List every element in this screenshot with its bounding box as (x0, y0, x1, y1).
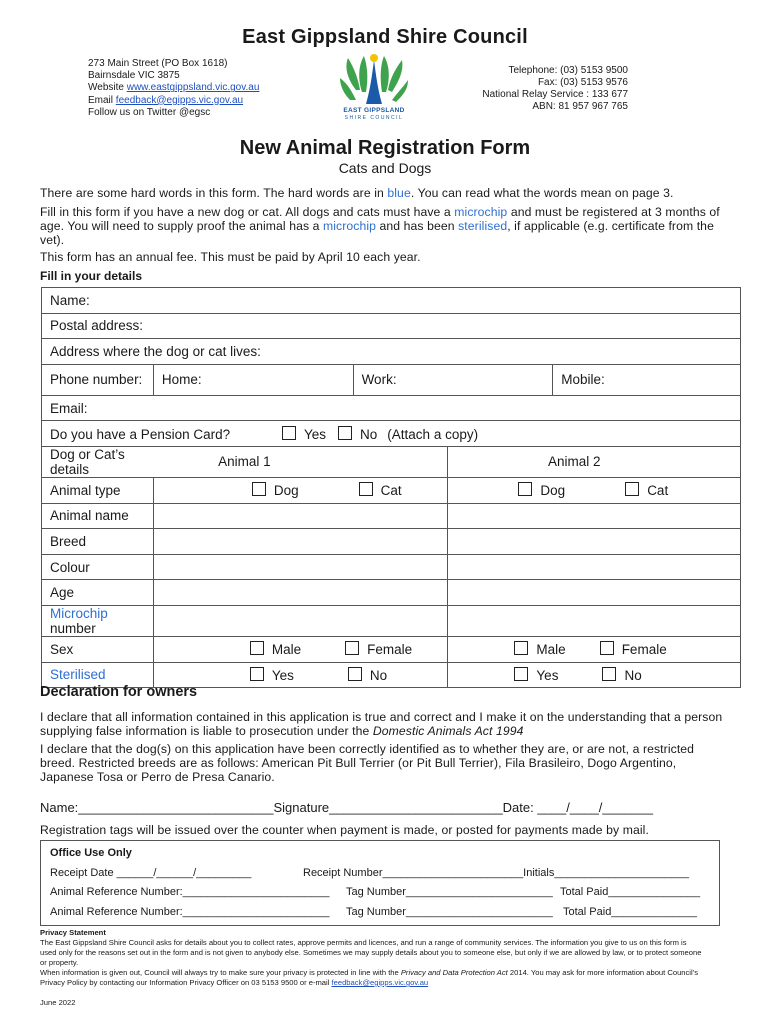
attach-note: (Attach a copy) (387, 426, 479, 442)
animal-2-cat-checkbox[interactable] (625, 482, 639, 496)
animal-2-male-checkbox[interactable] (514, 641, 528, 655)
animal-address-field[interactable]: Address where the dog or cat lives: (42, 339, 741, 365)
animal-2-age-field[interactable] (448, 580, 741, 606)
privacy-heading: Privacy Statement (40, 928, 106, 937)
details-label: Dog or Cat’s details (42, 446, 154, 477)
hard-word-blue: blue (387, 186, 411, 200)
dog-label: Dog (540, 483, 566, 499)
animal-1-breed-field[interactable] (153, 529, 448, 555)
pension-yes-checkbox[interactable] (282, 426, 296, 440)
intro-paragraph-3: This form has an annual fee. This must be paid by April 10 each year. (40, 250, 421, 264)
address-line-1: 273 Main Street (PO Box 1618) (88, 58, 228, 69)
logo-text-line-1: EAST GIPPSLAND (343, 107, 405, 114)
animal-2-sterilised-no-checkbox[interactable] (602, 667, 616, 681)
animal-2-header: Animal 2 (448, 446, 741, 477)
cat-label: Cat (647, 483, 669, 499)
twitter-line: Follow us on Twitter @egsc (88, 106, 211, 118)
animal-2-dog-checkbox[interactable] (518, 482, 532, 496)
dog-label: Dog (273, 483, 299, 499)
declaration-paragraph-1 (40, 710, 730, 738)
pension-row (42, 421, 741, 447)
colour-row (42, 554, 741, 580)
registration-form-table (41, 287, 741, 688)
lives-row (42, 339, 741, 365)
council-name: East Gippsland Shire Council (242, 26, 528, 48)
website-label: Website (88, 82, 127, 94)
receipt-date[interactable]: Receipt Date ______/______/_________ (50, 867, 252, 879)
pension-question: Do you have a Pension Card? (50, 426, 231, 442)
animal-2-sterilised-yes-checkbox[interactable] (514, 667, 528, 681)
hard-word-microchip: microchip (454, 205, 508, 219)
age-row (42, 580, 741, 606)
animal-1-type (153, 477, 448, 503)
intro-text: Fill in this form if you have a new dog or cat. All dogs and cats must have a (40, 205, 455, 219)
intro-paragraph-1 (40, 186, 730, 200)
animal-ref-1[interactable]: Animal Reference Number:________________________ (50, 886, 330, 898)
animal-name-row (42, 503, 741, 529)
breed-label: Breed (42, 529, 154, 555)
animal-name-label: Animal name (42, 503, 154, 529)
receipt-number[interactable]: Receipt Number_______________________Initials______________________ (303, 867, 689, 879)
email-row (42, 395, 741, 421)
privacy-email-link[interactable]: feedback@egipps.vic.gov.au (331, 978, 429, 987)
phone-row (42, 364, 741, 395)
office-use-box (40, 840, 720, 926)
declaration-heading: Declaration for owners (40, 684, 198, 700)
animals-header-row (42, 446, 741, 477)
declaration-text: I declare that all information contained in this application is true and correct and I make it on the understanding that a person supplying false information is liable to prosecution under the (40, 710, 723, 738)
intro-text: . You can read what the words mean on page 3. (410, 186, 674, 200)
website-line (88, 82, 259, 94)
microchip-blue-word: Microchip (50, 605, 108, 621)
sex-label: Sex (42, 636, 154, 662)
date-footer: June 2022 (40, 998, 76, 1007)
home-phone-field[interactable]: Home: (153, 364, 353, 395)
age-label: Age (42, 580, 154, 606)
colour-label: Colour (42, 554, 154, 580)
no-label: No (369, 667, 388, 683)
male-label: Male (271, 642, 302, 658)
mobile-phone-field[interactable]: Mobile: (553, 364, 741, 395)
phone-label: Phone number: (42, 364, 154, 395)
fax: Fax: (03) 5153 9576 (537, 77, 628, 88)
privacy-text: 2014. You may ask for more information about Council’s Privacy Policy by contacting our Information Privacy Officer on 03 5153 9500 or e-mail (40, 968, 699, 987)
pension-yes-label: Yes (304, 426, 327, 442)
intro-text: and must be registered at 3 months of age. You will need to supply proof the animal has a (40, 205, 720, 233)
breed-row (42, 529, 741, 555)
privacy-act: Privacy and Data Protection Act (400, 968, 508, 977)
logo-text-line-2: SHIRE COUNCIL (344, 115, 404, 121)
privacy-paragraph-1: The East Gippsland Shire Council asks for details about you to collect rates, approve permits and licences, and run a range of community services. The information you give to us on this form is used only for the reasons set out in the form and is not given to anybody else. Sometimes we may supply details about you to someone else, but only if we are allowed by law, or to protect someone or property. (40, 938, 702, 967)
name-row (42, 288, 741, 314)
total-paid-1[interactable]: Total Paid_______________ (560, 886, 701, 898)
website-link[interactable]: www.eastgippsland.vic.gov.au (126, 82, 260, 94)
animal-1-sterilised-yes-checkbox[interactable] (250, 667, 264, 681)
animal-type-label: Animal type (42, 477, 154, 503)
page-subtitle: Cats and Dogs (338, 160, 432, 176)
name-field[interactable]: Name: (42, 288, 741, 314)
privacy-paragraph-2 (40, 968, 702, 988)
email-link[interactable]: feedback@egipps.vic.gov.au (115, 94, 244, 106)
email-line (88, 95, 259, 107)
microchip-label (42, 605, 154, 636)
details-heading: Fill in your details (40, 269, 143, 283)
animal-type-row (42, 477, 741, 503)
total-paid-2[interactable]: Total Paid______________ (563, 906, 697, 918)
animal-1-sterilised-no-checkbox[interactable] (348, 667, 362, 681)
animal-2-female-checkbox[interactable] (600, 641, 614, 655)
postal-address-field[interactable]: Postal address: (42, 313, 741, 339)
microchip-row (42, 605, 741, 636)
animal-1-female-checkbox[interactable] (345, 641, 359, 655)
signature-line[interactable]: Name:___________________________Signature________________________Date: ____/____/_______ (40, 800, 654, 815)
female-label: Female (621, 642, 667, 658)
privacy-text: When information is given out, Council will always try to make sure your privacy is protected in line with the (40, 968, 401, 977)
address-line-2: Bairnsdale VIC 3875 (88, 70, 180, 82)
sterilised-label: Sterilised (42, 662, 154, 688)
no-label: No (624, 667, 642, 683)
tags-note: Registration tags will be issued over the counter when payment is made, or posted for payments made by mail. (40, 823, 649, 837)
animal-1-dog-checkbox[interactable] (252, 482, 266, 496)
declaration-paragraph-2: I declare that the dog(s) on this application have been correctly identified as to whether they are, or are not, a restricted breed. Restricted breeds are as follows: American Pit Bull Terrier (or Pit Bull Terrier), Fila Brasileiro, Dogo Argentino, Japanese Tosa or Perro de Presa Canario. (40, 742, 695, 784)
intro-paragraph-2 (40, 205, 730, 247)
hard-word-microchip: microchip (323, 219, 377, 233)
pension-no-label: No (360, 426, 378, 442)
yes-label: Yes (536, 667, 559, 683)
animal-ref-2[interactable]: Animal Reference Number:________________________ (50, 906, 330, 918)
animal-1-name-field[interactable] (153, 503, 448, 529)
tag-number-1[interactable]: Tag Number________________________ (346, 886, 553, 898)
animal-2-colour-field[interactable] (448, 554, 741, 580)
female-label: Female (367, 642, 413, 658)
act-name: Domestic Animals Act 1994 (372, 724, 524, 738)
sex-row (42, 636, 741, 662)
intro-text: and has been (376, 219, 459, 233)
animal-1-header: Animal 1 (153, 446, 448, 477)
email-field[interactable]: Email: (42, 395, 741, 421)
animal-1-microchip-field[interactable] (153, 605, 448, 636)
page-title: New Animal Registration Form (239, 137, 531, 159)
microchip-number-text: number (50, 620, 96, 636)
cat-label: Cat (380, 483, 402, 499)
animal-1-colour-field[interactable] (153, 554, 448, 580)
animal-2-sex (448, 636, 741, 662)
intro-text: , if applicable (e.g. certificate from the vet). (40, 219, 714, 247)
animal-2-breed-field[interactable] (448, 529, 741, 555)
animal-2-name-field[interactable] (448, 503, 741, 529)
email-label: Email (88, 94, 116, 106)
telephone: Telephone: (03) 5153 9500 (508, 65, 628, 76)
pension-card-cell (42, 421, 741, 447)
hard-word-sterilised: sterilised (458, 219, 508, 233)
postal-row (42, 313, 741, 339)
animal-2-sterilised (448, 662, 741, 688)
office-use-heading: Office Use Only (50, 847, 132, 859)
animal-2-microchip-field[interactable] (448, 605, 741, 636)
animal-1-sterilised (153, 662, 448, 688)
animal-1-age-field[interactable] (153, 580, 448, 606)
animal-1-sex (153, 636, 448, 662)
council-contact (482, 65, 628, 113)
council-address (88, 58, 259, 119)
abn: ABN: 81 957 967 765 (532, 101, 628, 112)
animal-1-cat-checkbox[interactable] (359, 482, 373, 496)
yes-label: Yes (271, 667, 294, 683)
male-label: Male (536, 642, 566, 658)
relay-service: National Relay Service : 133 677 (482, 89, 628, 100)
pension-no-checkbox[interactable] (338, 426, 352, 440)
work-phone-field[interactable]: Work: (353, 364, 553, 395)
tag-number-2[interactable]: Tag Number________________________ (346, 906, 553, 918)
animal-1-male-checkbox[interactable] (250, 641, 264, 655)
animal-2-type (448, 477, 741, 503)
intro-text: There are some hard words in this form. The hard words are in (40, 186, 388, 200)
